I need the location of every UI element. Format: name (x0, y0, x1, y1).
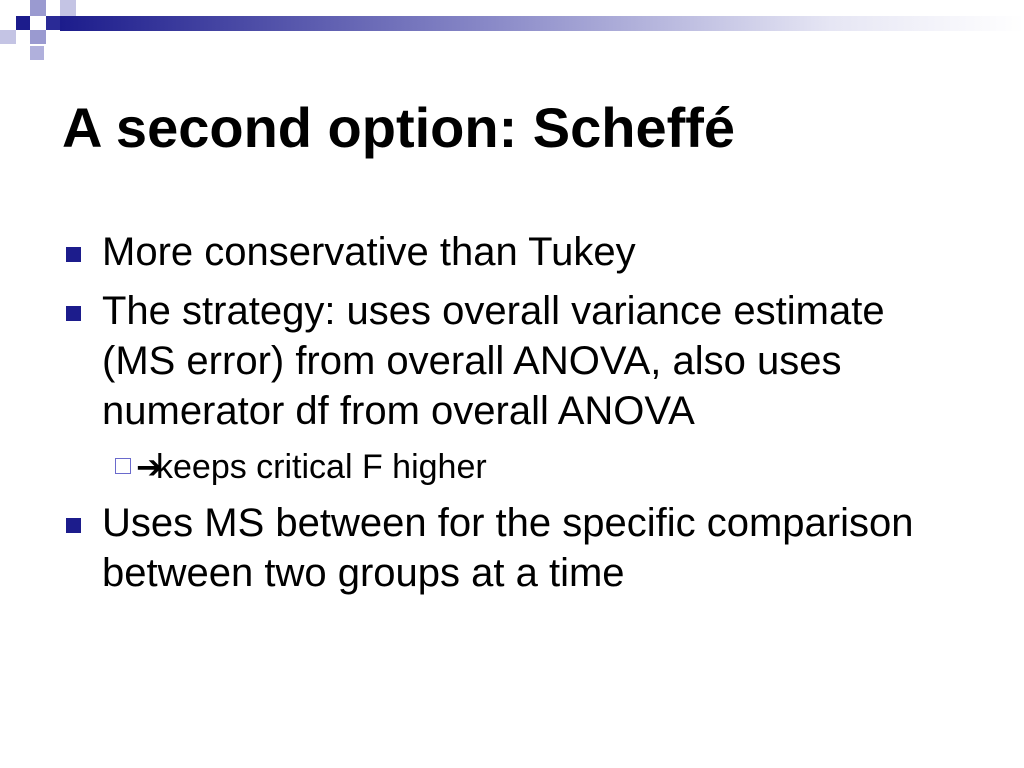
bullet-item (62, 227, 962, 277)
right-arrow-icon: ➔ (136, 448, 163, 486)
bullet-text: The strategy: uses overall variance estimate (MS error) from overall ANOVA, also uses numerator df from overall ANOVA (102, 289, 885, 433)
square-bullet-icon (66, 247, 81, 262)
sub-bullet-list (102, 447, 962, 487)
square-bullet-icon (66, 306, 81, 321)
bullet-text: Uses MS between for the specific comparison between two groups at a time (102, 501, 914, 595)
bullet-item (62, 286, 962, 487)
square-bullet-icon (66, 518, 81, 533)
bullet-list (62, 227, 962, 607)
slide-title: A second option: Scheffé (62, 96, 736, 159)
hollow-square-bullet-icon (115, 458, 131, 474)
sub-bullet-item (62, 447, 962, 487)
bullet-text: More conservative than Tukey (102, 230, 636, 274)
bullet-item (62, 498, 962, 598)
sub-bullet-text: keeps critical F higher (156, 448, 487, 486)
top-banner-decoration (0, 0, 1024, 60)
